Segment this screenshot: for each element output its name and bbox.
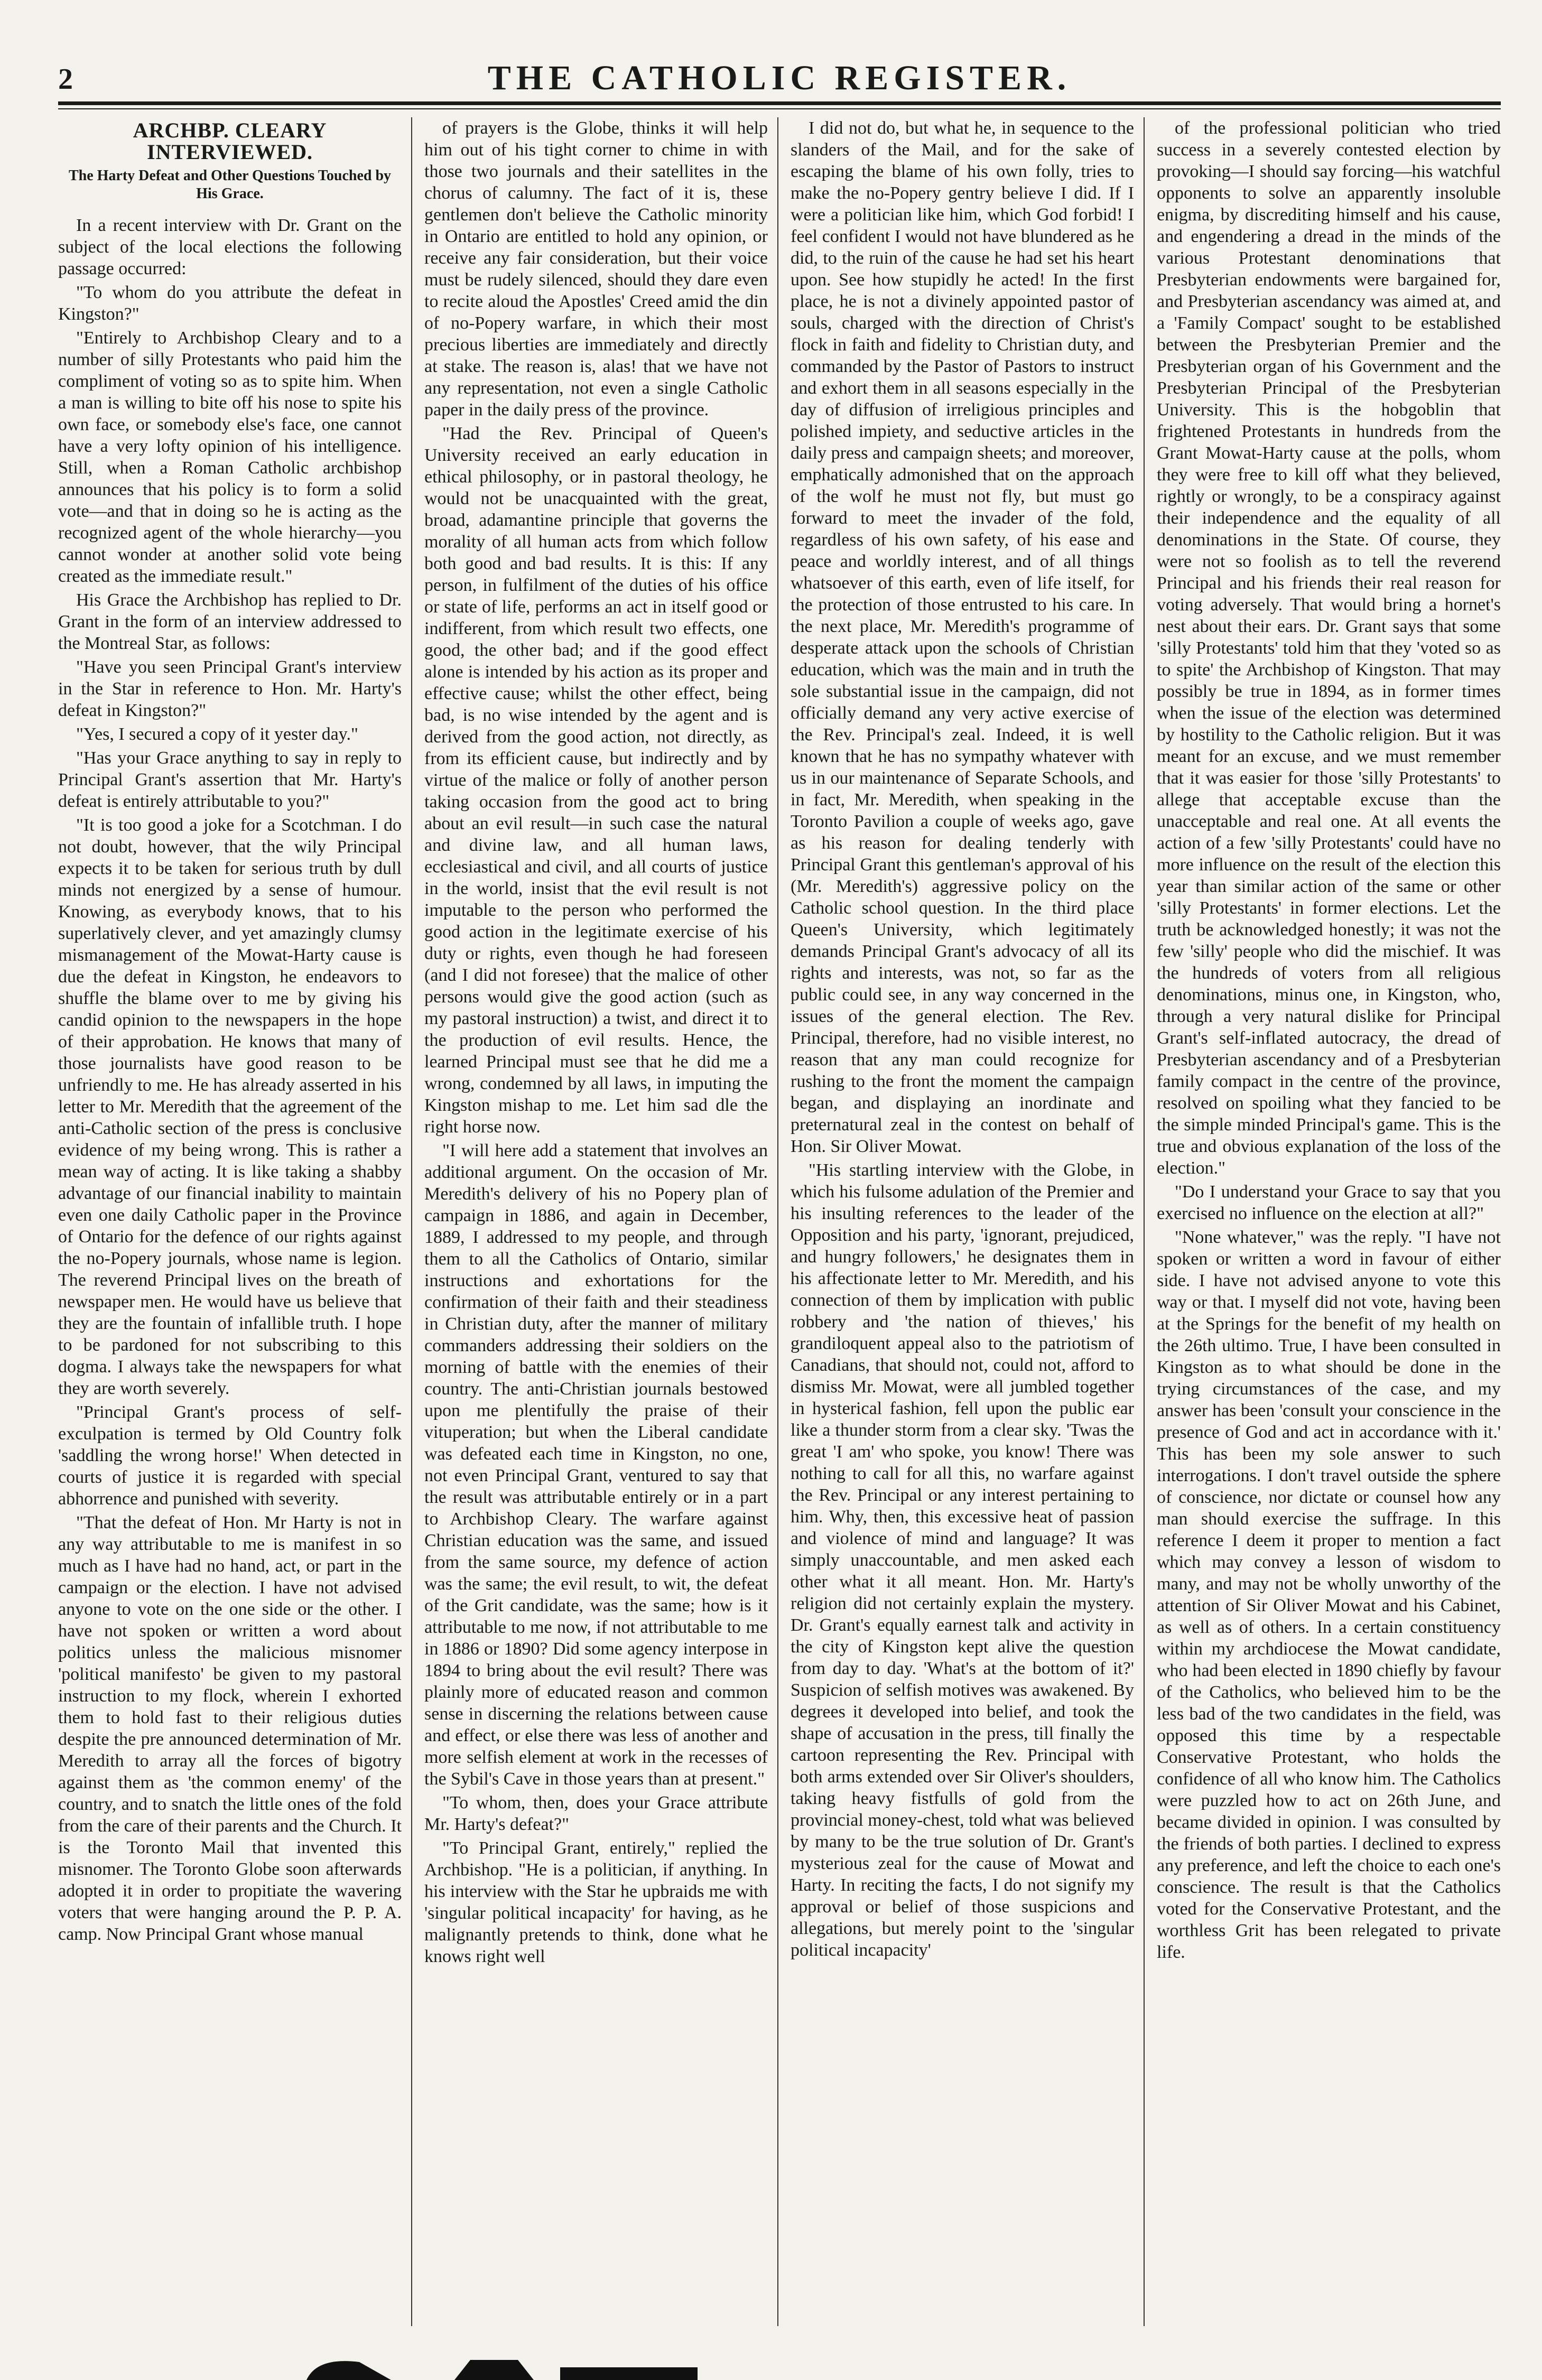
- next-page-masthead-fragment: [296, 2346, 1036, 2380]
- paragraph: I did not do, but what he, in sequence to the slanders of the Mail, and for the sake of escaping the blame of his own folly, tries to make the no-Popery gentry believe I did. If I were a politician like him, which God forbid! I feel confident I would not have blundered as he did, to the ruin of the cause he had set his heart upon. See how stupidly he acted! In the first place, he is not a divinely appointed pastor of souls, charged with the direction of Christ's flock in faith and fidelity to Christian duty, and commanded by the Pastor of Pastors to instruct and exhort them in all seasons especially in the day of diffusion of irreligious principles and polished impiety, and seductive articles in the daily press and campaign sheets; and moreover, emphatically admonished that on the approach of the wolf he must not fly, but must go forward to meet the invader of the fold, regardless of his own safety, of his ease and peace and worldly interest, and of all things whatsoever of this earth, even of life itself, for the protection of those entrusted to his care. In the next place, Mr. Meredith's programme of desperate attack upon the schools of Christian education, which was the main and in truth the sole substantial issue in the campaign, did not officially demand any very active exercise of the Rev. Principal's zeal. Indeed, it is well known that he has no sympathy whatever with us in our maintenance of Separate Schools, and in fact, Mr. Meredith, when speaking in the Toronto Pavilion a couple of weeks ago, gave as his reason for dealing tenderly with Principal Grant this gentleman's approval of his (Mr. Meredith's) aggressive policy on the Catholic school question. In the third place Queen's University, which legitimately demands Principal Grant's advocacy of all its rights and interests, was not, so far as the public could see, in any way concerned in the issues of the general election. The Rev. Principal, therefore, had no visible interest, no reason that any man could recognize for rushing to the front the moment the campaign began, and displaying an inordinate and preternatural zeal in the contest on behalf of Hon. Sir Oliver Mowat.: [791, 118, 1134, 1156]
- column-4: [1157, 117, 1501, 2326]
- paragraph: His Grace the Archbishop has replied to Dr. Grant in the form of an interview addressed to the Montreal Star, as follows:: [58, 590, 402, 653]
- article-headline: ARCHBP. CLEARY INTERVIEWED.: [133, 118, 327, 164]
- column-3: [791, 117, 1134, 2326]
- paragraph: "That the defeat of Hon. Mr Harty is not in any way attributable to me is manifest in so much as I have had no hand, act, or part in the campaign or the election. I have not advised anyone to vote on the one side or the other. I have not spoken or written a word about politics unless the malicious misnomer 'political manifesto' be given to my pastoral instruction to my flock, wherein I exhorted them to hold fast to their religious duties despite the pre announced determination of Mr. Meredith to array all the forces of bigotry against them as 'the common enemy' of the country, and to snatch the little ones of the fold from the care of their parents and the Church. It is the Toronto Mail that invented this misnomer. The Toronto Globe soon afterwards adopted it in order to propitiate the wavering voters that were hanging around the P. P. A. camp. Now Principal Grant whose manual: [58, 1513, 402, 1944]
- paragraph: "To Principal Grant, entirely," replied the Archbishop. "He is a politician, if anything. In his interview with the Star he upbraids me with 'singular political incapacity' for having, as he malignantly pretends to think, done what he knows right well: [424, 1838, 768, 1966]
- page-header: [58, 58, 1501, 100]
- paragraph: In a recent interview with Dr. Grant on the subject of the local elections the following passage occurred:: [58, 216, 402, 278]
- column-4-text: [1157, 117, 1501, 1963]
- paragraph: of the professional politician who tried success in a severely contested election by provoking—I should say forcing—his watchful opponents to solve an apparently insoluble enigma, by discrediting himself and his cause, and engendering a dread in the minds of the various Protestant denominations that Presbyterian endowments were bargained for, and Presbyterian ascendancy was aimed at, and a 'Family Compact' sought to be established between the Presbyterian Premier and the Presbyterian organ of his Government and the Presbyterian Principal of the Presbyterian University. This is the hobgoblin that frightened Protestants in hundreds from the Grant Mowat-Harty cause at the polls, whom they were free to kill off what they believed, rightly or wrongly, to be a conspiracy against their independence and the equality of all denominations in the State. Of course, they were not so foolish as to tell the reverend Principal and his friends their real reason for voting adversely. That would bring a hornet's nest about their ears. Dr. Grant says that some 'silly Protestants' told him that they 'voted so as to spite' the Archbishop of Kingston. That may possibly be true in 1894, as in former times when the issue of the election was determined by hostility to the Catholic religion. But it was meant for an excuse, and we must remember that it was easier for those 'silly Protestants' to allege that acceptable excuse than the unacceptable and real one. At all events the action of a few 'silly Protestants' could have no more influence on the result of the election this year than similar action of the same or other 'silly Protestants' in former elections. Let the truth be acknowledged honestly; it was not the few 'silly' people who did the mischief. It was the hundreds of voters from all religious denominations, minus one, in Kingston, who, through a very natural dislike for Principal Grant's self-inflated autocracy, the dread of Presbyterian ascendancy and of a Presbyterian family compact in the centre of the province, resolved on spoiling what they fancied to be the simple minded Principal's game. This is the true and obvious explanation of the loss of the election.": [1157, 118, 1501, 1178]
- paragraph: "Had the Rev. Principal of Queen's University received an early education in ethical philosophy, or in pastoral theology, he would not be unacquainted with the great, broad, adamantine principle that governs the morality of all human acts from which follow both good and bad results. It is this: If any person, in fulfilment of the duties of his office or state of life, performs an act in itself good or indifferent, from which result two effects, one good, the other bad; and if the good effect alone is intended by his action as its proper and effective cause; whilst the other effect, being bad, is no wise intended by the agent and is derived from the good action, not directly, as from its efficient cause, but indirectly and by virtue of the malice or folly of another person taking occasion from the good act to bring about an evil result—in such case the natural and divine law, and all human laws, ecclesiastical and civil, and all courts of justice in the world, insist that the evil result is not imputable to the person who performed the good action in the legitimate exercise of his duty or rights, even though he had foreseen (and I did not foresee) that the malice of other persons would give the good action (such as my pastoral instruction) a twist, and direct it to the production of evil results. Hence, the learned Principal must see that he did me a wrong, condemned by all laws, in imputing the Kingston mishap to me. Let him sad dle the right horse now.: [424, 424, 768, 1137]
- article-body: [58, 117, 1501, 2326]
- page-number: 2: [58, 63, 73, 96]
- header-rule-thin: [58, 108, 1501, 109]
- paragraph: "None whatever," was the reply. "I have not spoken or written a word in favour of either side. I have not advised anyone to vote this way or that. I myself did not vote, having been at the Springs for the benefit of my health on the 26th ultimo. True, I have been consulted in Kingston as to what should be done in the trying circumstances of the case, and my answer has been 'consult your conscience in the presence of God and act in accordance with it.' This has been my sole answer to such interrogations. I don't travel outside the sphere of conscience, nor dictate or counsel how any man should exercise the suffrage. In this reference I deem it proper to mention a fact which may convey a lesson of wisdom to many, and may not be wholly unworthy of the attention of Sir Oliver Mowat and his Cabinet, as well as of others. In a certain constituency within my archdiocese the Mowat candidate, who had been elected in 1890 chiefly by favour of the Catholics, who believed him to be the less bad of the two candidates in the field, was opposed this time by a respectable Conservative Protestant, who holds the confidence of all who know him. The Catholics were puzzled how to act on 26th June, and became divided in opinion. I was consulted by the friends of both parties. I declined to express any preference, and left the choice to each one's conscience. The result is that the Catholics voted for the Conservative Protestant, and the worthless Grit has been relegated to private life.: [1157, 1228, 1501, 1962]
- paragraph: "Principal Grant's process of self-exculpation is termed by Old Country folk 'saddling the wrong horse!' When detected in courts of justice it is regarded with special abhorrence and punished with severity.: [58, 1402, 402, 1509]
- paragraph: "His startling interview with the Globe, in which his fulsome adulation of the Premier and his insulting references to the leader of the Opposition and his party, 'ignorant, prejudiced, and hungry followers,' he designates them in his affectionate letter to Mr. Meredith, and his connection of them by implication with public robbery and 'the nation of thieves,' his grandiloquent appeal also to the patriotism of Canadians, that should not, could not, afford to dismiss Mr. Mowat, were all jumbled together in hysterical fashion, fell upon the public ear like a thunder storm from a clear sky. 'Twas the great 'I am' who spoke, you know! There was nothing to call for all this, no warfare against the Rev. Principal or any interest pertaining to him. Why, then, this excessive heat of passion and violence of mind and language? It was simply unaccountable, and men asked each other what it all meant. Hon. Mr. Harty's religion did not certainly explain the mystery. Dr. Grant's equally earnest talk and activity in the city of Kingston kept alive the question from day to day. 'What's at the bottom of it?' Suspicion of selfish motives was awakened. By degrees it developed into belief, and took the shape of accusation in the press, till finally the cartoon representing the Rev. Principal with both arms extended over Sir Oliver's shoulders, taking heavy fistfulls of gold from the provincial money-chest, told what was believed by many to be the true solution of Dr. Grant's mysterious zeal for the cause of Mowat and Harty. In reciting the facts, I do not signify my approval or belief of those suspicions and allegations, but merely point to the 'singular political incapacity': [791, 1160, 1134, 1960]
- article-subhead: The Harty Defeat and Other Questions Touched by His Grace.: [68, 168, 392, 202]
- column-3-text: [791, 117, 1134, 1961]
- column-2: [424, 117, 768, 2326]
- paragraph: of prayers is the Globe, thinks it will help him out of his tight corner to chime in with those two journals and their satellites in the chorus of calumny. The fact of it is, these gentlemen don't believe the Catholic minority in Ontario are entitled to hold any opinion, or receive any fair consideration, but their voice must be rudely silenced, should they dare even to recite aloud the Apostles' Creed amid the din of no-Popery warfare, in which their most precious liberties are immediately and directly at stake. The reason is, alas! that we have not any representation, not even a single Catholic paper in the daily press of the province.: [424, 118, 768, 420]
- newspaper-title: THE CATHOLIC REGISTER.: [487, 59, 1072, 97]
- header-rule-thick: [58, 101, 1501, 105]
- paragraph: "Have you seen Principal Grant's interview in the Star in reference to Hon. Mr. Harty's defeat in Kingston?": [58, 657, 402, 720]
- column-2-text: [424, 117, 768, 1967]
- column-1: [58, 117, 402, 2326]
- paragraph: "To whom, then, does your Grace attribute Mr. Harty's defeat?": [424, 1793, 768, 1834]
- paragraph: "Has your Grace anything to say in reply to Principal Grant's assertion that Mr. Harty's defeat is entirely attributable to you?": [58, 748, 402, 811]
- paragraph: "Do I understand your Grace to say that you exercised no influence on the election at all?": [1157, 1182, 1501, 1223]
- paragraph: "Entirely to Archbishop Cleary and to a number of silly Protestants who paid him the compliment of voting so as to spite him. When a man is willing to bite off his nose to spite his own face, or somebody else's face, one cannot have a very lofty opinion of his intelligence. Still, when a Roman Catholic archbishop announces that his policy is to form a solid vote—and that in doing so he is acting as the recognized agent of the whole hierarchy—you cannot wonder at another solid vote being created as the immediate result.": [58, 328, 402, 586]
- paragraph: "To whom do you attribute the defeat in Kingston?": [58, 283, 402, 324]
- paragraph: "It is too good a joke for a Scotchman. I do not doubt, however, that the wily Principal expects it to be taken for serious truth by dull minds not energized by a sense of humour. Knowing, as everybody knows, that to his superlatively clever, and yet amazingly clumsy mismanagement of the Mowat-Harty cause is due the defeat in Kingston, he endeavors to shuffle the blame over to me by giving his candid opinion to the newspapers in the hope of their approbation. He knows that many of those journalists have good reason to be unfriendly to me. He has already asserted in his letter to Mr. Meredith that the agreement of the anti-Catholic section of the press is conclusive evidence of my being wrong. This is rather a mean way of acting. It is like taking a shabby advantage of our financial inability to maintain even one daily Catholic paper in the Province of Ontario for the defence of our rights against the no-Popery journals, whose name is legion. The reverend Principal lives on the breath of newspaper men. He would have us believe that they are the fountain of infallible truth. I hope to be pardoned for not subscribing to this dogma. I always take the newspapers for what they are worth severely.: [58, 815, 402, 1398]
- column-1-text: [58, 215, 402, 1945]
- paragraph: "I will here add a statement that involves an additional argument. On the occasion of Mr. Meredith's delivery of his no Popery plan of campaign in 1886, and again in December, 1889, I addressed to my people, and through them to all the Catholics of Ontario, similar instructions and exhortations for the confirmation of their faith and their steadiness in Christian duty, after the manner of military commanders addressing their soldiers on the morning of battle with the enemies of their country. The anti-Christian journals bestowed upon me plentifully the praise of their vituperation; but when the Liberal candidate was defeated each time in Kingston, no one, not even Principal Grant, ventured to say that the result was attributable entirely or in a part to Archbishop Cleary. The warfare against Christian education was the same, and issued from the same source, my defence of action was the same; the evil result, to wit, the defeat of the Grit candidate, was the same; how is it attributable to me now, if not attributable to me in 1886 or 1890? Did some agency interpose in 1894 to bring about the evil result? There was plainly more of educated reason and common sense in discerning the relations between cause and effect, or else there was less of another and more selfish element at work in the recesses of the Sybil's Cave in those years than at present.": [424, 1141, 768, 1789]
- paragraph: "Yes, I secured a copy of it yester day.": [76, 724, 358, 744]
